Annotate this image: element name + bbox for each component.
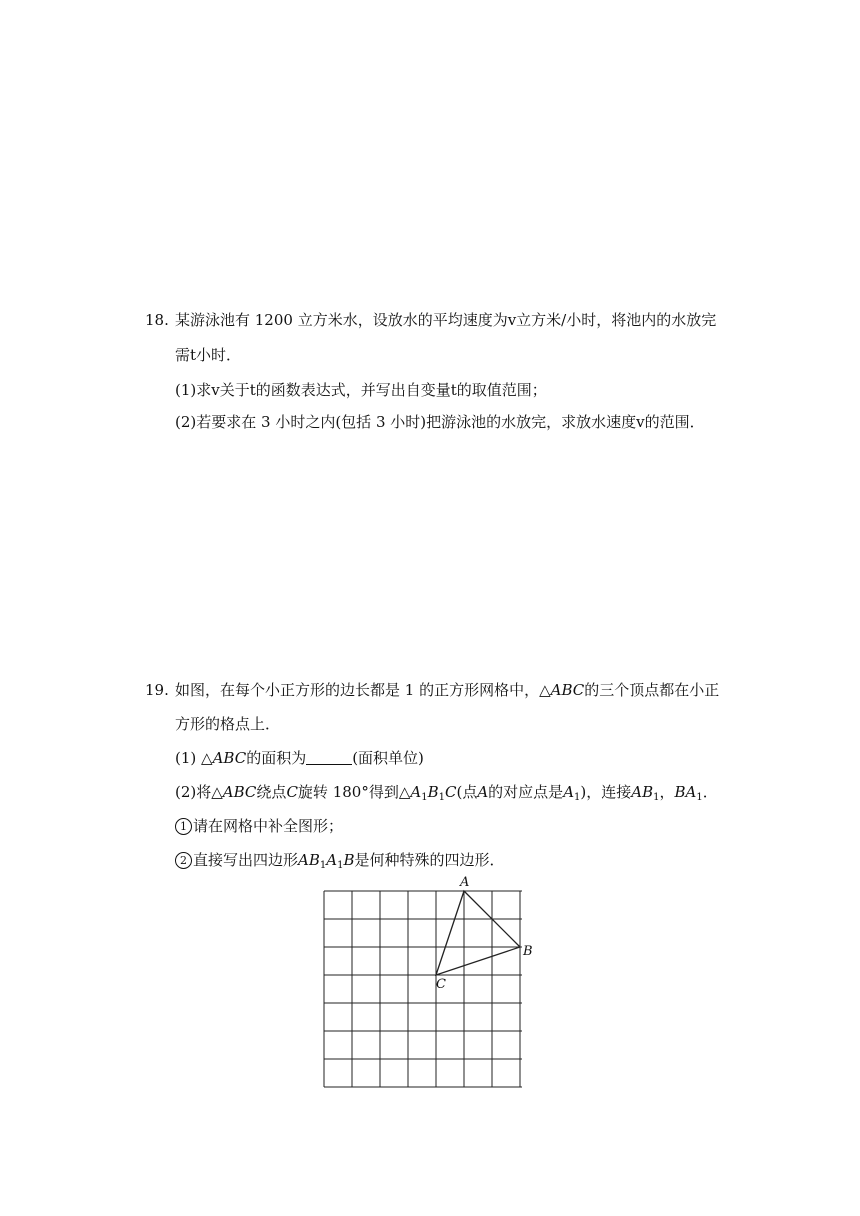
subscript: 1 [574,792,581,803]
part2-text: ． [702,783,718,801]
point-name: B [427,783,439,801]
part2-text: (点 [456,783,478,801]
part2-text: 的对应点是 [488,783,564,801]
point-name: C [444,783,457,801]
q18-number: 18. [145,311,169,329]
circled-number-2: 2 [175,852,192,869]
label-c: C [436,977,446,992]
point-name: A [563,783,575,801]
subscript: 1 [319,860,327,871]
q18-part1: (1)求v关于t的函数表达式，并写出自变量t的取值范围； [175,381,547,399]
q19-number: 19. [145,681,169,699]
sub2-text: 直接写出四边形 [193,851,299,869]
part2-text: )，连接 [580,783,632,801]
q19-line2: 方形的格点上． [175,715,281,733]
part1-label: (1) △ [175,749,213,767]
circled-number-1: 1 [175,818,192,835]
point-name: C [286,783,298,801]
q19-part2 [175,782,718,808]
sub2-text: 是何种特殊的四边形． [354,851,505,869]
q19-sub1 [175,816,343,836]
q18-part2: (2)若要求在 3 小时之内(包括 3 小时)把游泳池的水放完，求放水速度v的范围． [175,413,705,431]
q18-line2: 需t小时． [175,346,242,364]
sub1-text: 请在网格中补全图形； [193,817,344,835]
quad-name: AB [298,851,320,869]
part2-text: ， [659,783,675,801]
grid-lines [324,891,522,1087]
subscript: 1 [337,860,344,871]
subscript: 1 [421,792,428,803]
triangle-name: ABC [212,749,247,767]
point-name: A [410,783,422,801]
label-a: A [460,875,470,890]
quad-name: A [326,851,338,869]
q19-line1-text-end: 的三个顶点都在小正 [584,681,720,699]
q19-part1 [175,748,424,768]
q19-line1-text: 如图，在每个小正方形的边长都是 1 的正方形网格中，△ [175,681,551,699]
subscript: 1 [653,792,660,803]
subscript: 1 [438,792,445,803]
segment-name: BA [674,783,697,801]
q18-line1: 某游泳池有 1200 立方米水，设放水的平均速度为v立方米/小时，将池内的水放完 [175,311,717,329]
label-b: B [523,944,533,959]
grid-figure [310,870,550,1100]
point-name: A [477,783,489,801]
part2-text: 旋转 180°得到△ [297,783,411,801]
segment-name: AB [631,783,654,801]
q19-line1 [175,680,719,700]
part2-text: 绕点 [256,783,287,801]
triangle-name: ABC [222,783,257,801]
triangle-name: ABC [550,681,585,699]
part2-label: (2)将△ [175,783,223,801]
part1-text: 的面积为 [246,749,307,767]
quad-name: B [343,851,355,869]
triangle-abc [436,891,520,975]
part1-unit: (面积单位) [352,749,424,767]
subscript: 1 [696,792,703,803]
answer-blank[interactable] [306,750,352,765]
